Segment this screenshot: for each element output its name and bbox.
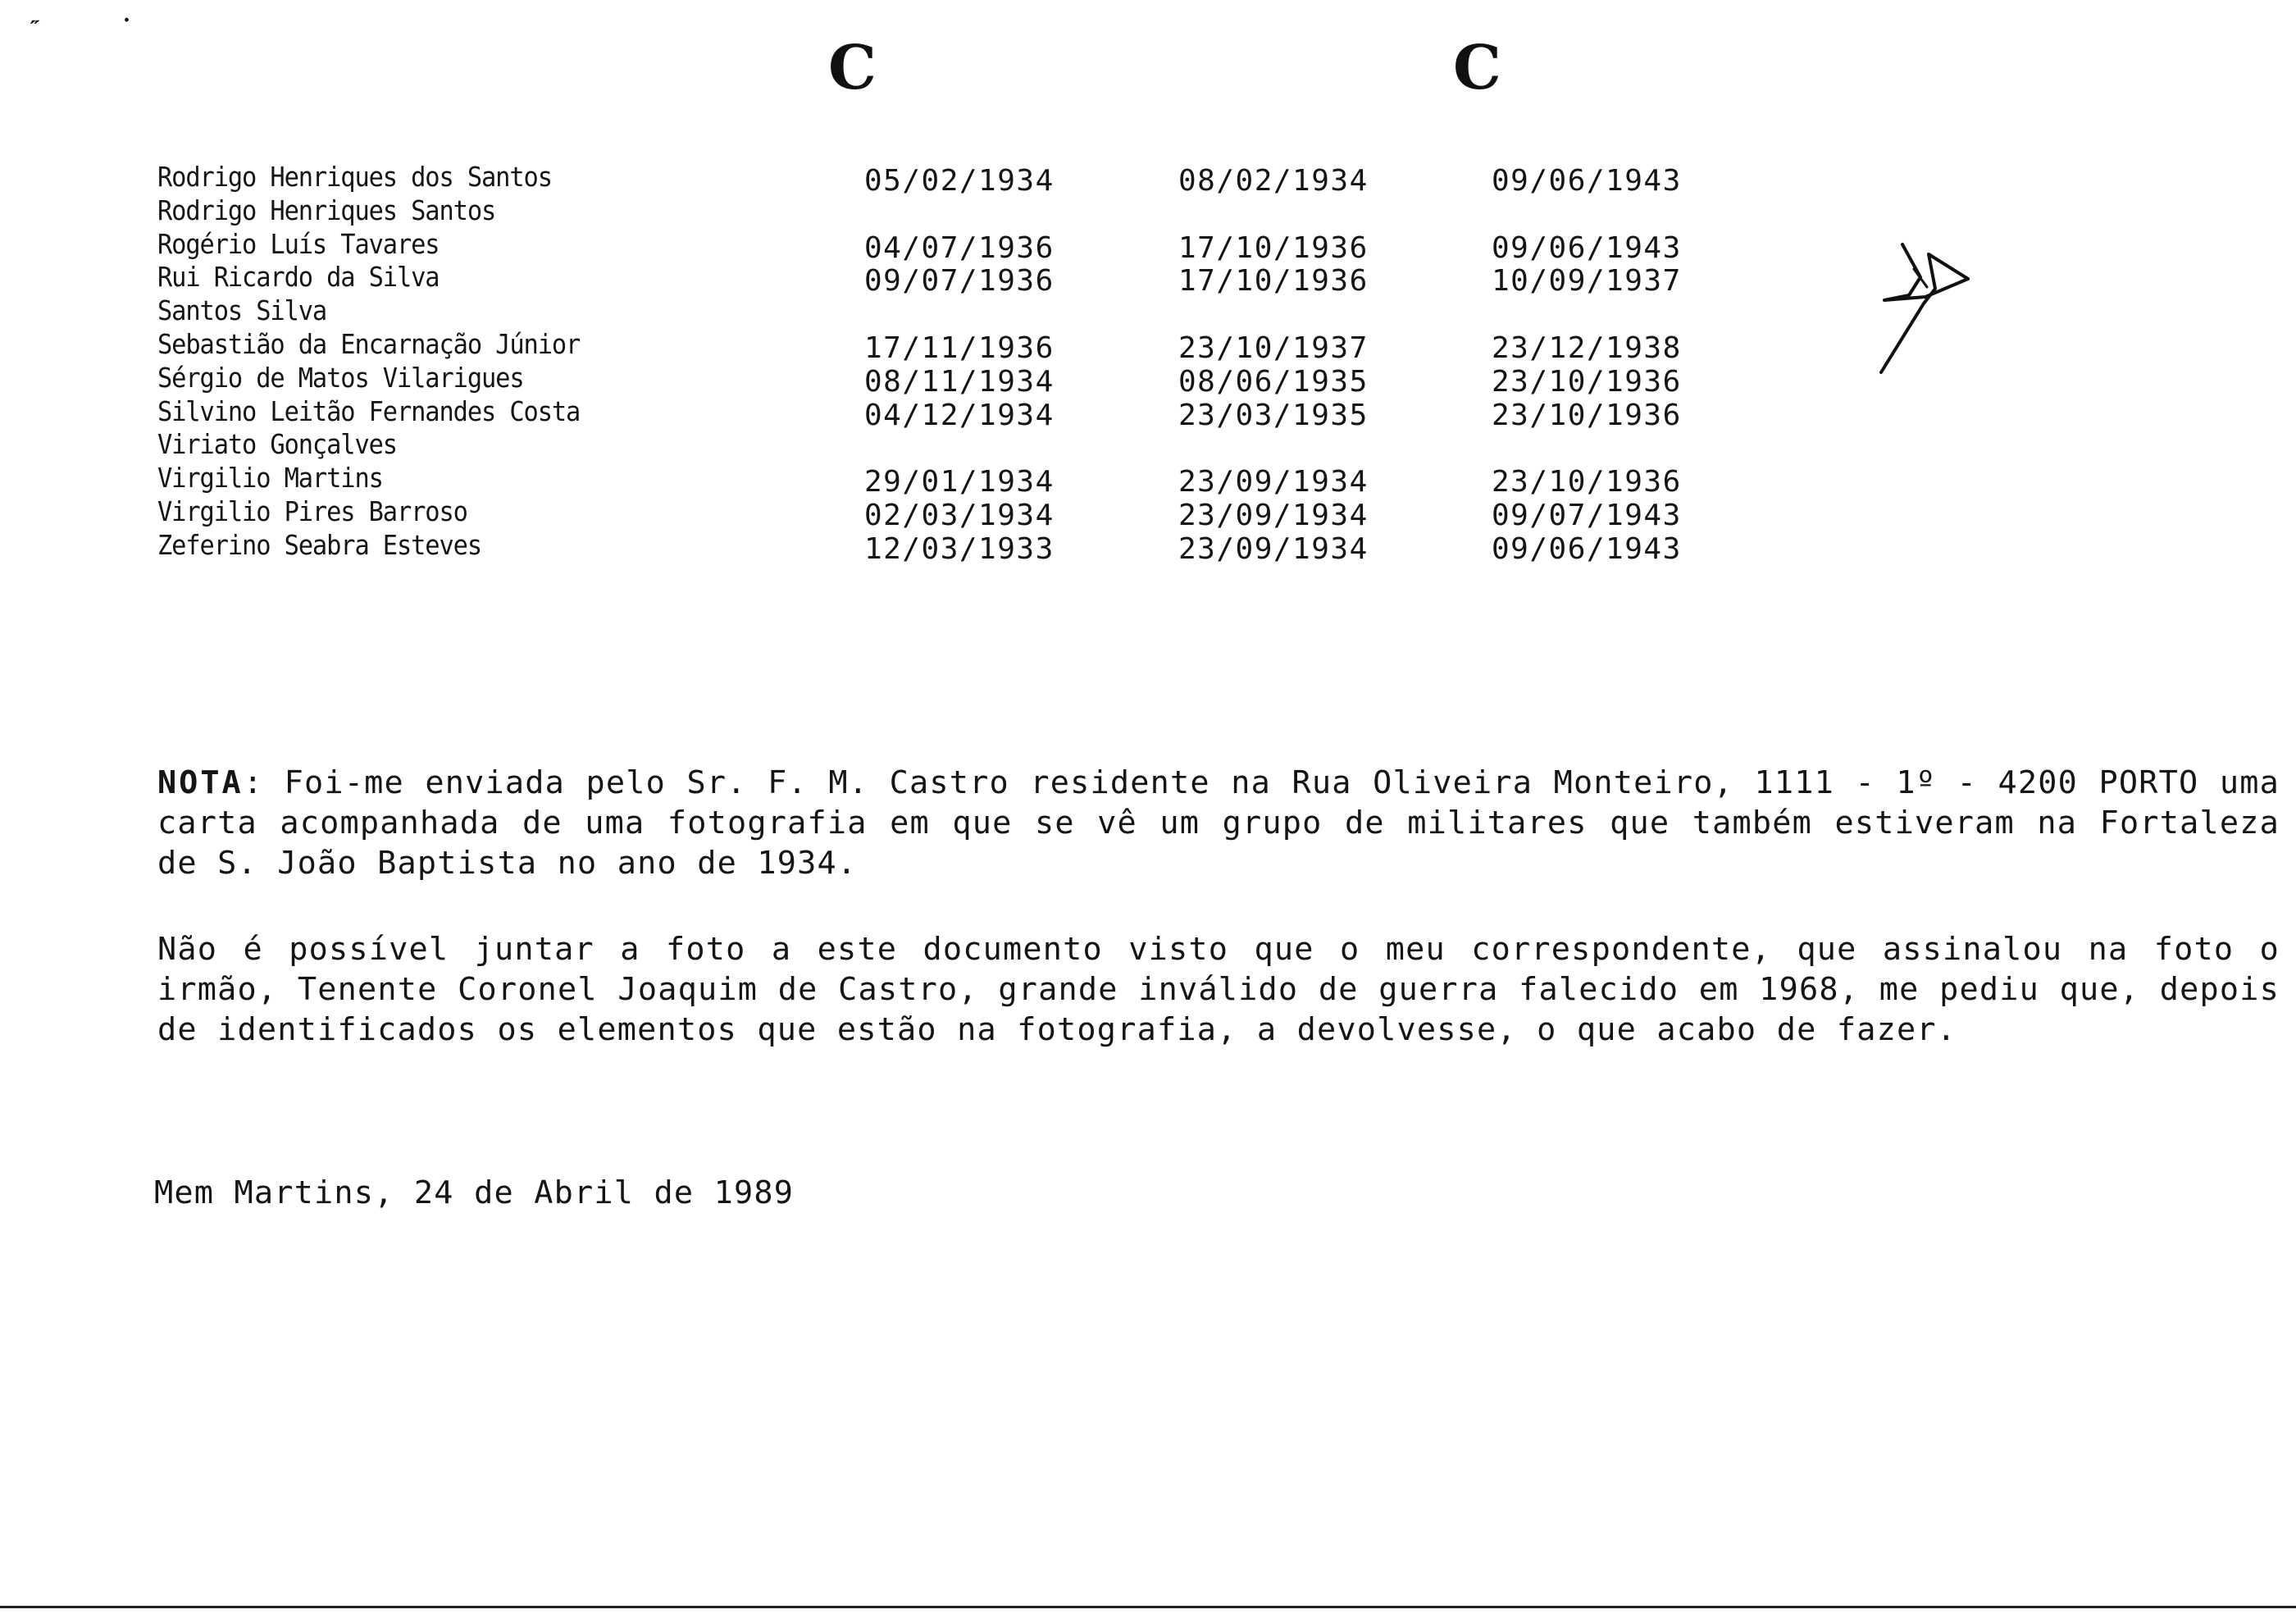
scan-speck: ˶ [31, 5, 39, 32]
table-row [157, 394, 1715, 432]
person-name: Silvino Leitão Fernandes Costa [157, 394, 581, 427]
table-row [157, 327, 1715, 365]
person-name: Sérgio de Matos Vilarigues [157, 361, 524, 394]
punch-mark-right: C [1453, 33, 1501, 103]
note-text: : Foi-me enviada pelo Sr. F. M. Castro residente na Rua Oliveira Monteiro, 1111 - 1º - 4200 PORTO uma carta acompanhada de uma fotografia em que se vê um grupo de militares que também estiveram na Fortaleza de S. João Baptista no ano de 1934. [157, 764, 2280, 882]
date-2: 08/06/1935 [1178, 364, 1369, 399]
table-row [157, 361, 1715, 399]
note-paragraph [157, 763, 2280, 883]
handwritten-initials [1878, 238, 1993, 377]
table-row [157, 495, 1715, 532]
table-row [157, 528, 1715, 566]
date-3: 09/06/1943 [1492, 164, 1682, 198]
date-1: 04/07/1936 [864, 230, 1055, 265]
scan-speck: · [123, 8, 131, 33]
date-3: 23/10/1936 [1492, 364, 1682, 399]
note-label: NOTA [157, 764, 244, 801]
table-row [157, 428, 1715, 462]
date-1: 12/03/1933 [864, 531, 1055, 566]
date-3: 23/10/1936 [1492, 398, 1682, 432]
date-1: 04/12/1934 [864, 398, 1055, 432]
person-name: Rui Ricardo da Silva [157, 261, 440, 294]
table-row [157, 161, 1715, 198]
date-2: 23/09/1934 [1178, 531, 1369, 566]
date-1: 17/11/1936 [864, 331, 1055, 365]
table-row [157, 227, 1715, 265]
person-name: Santos Silva [157, 294, 327, 327]
person-name: Sebastião da Encarnação Júnior [157, 327, 581, 360]
date-2: 23/03/1935 [1178, 398, 1369, 432]
person-name: Rogério Luís Tavares [157, 227, 440, 260]
date-2: 23/09/1934 [1178, 498, 1369, 532]
date-3: 23/10/1936 [1492, 465, 1682, 499]
date-2: 08/02/1934 [1178, 164, 1369, 198]
date-2: 17/10/1936 [1178, 264, 1369, 299]
person-name: Rodrigo Henriques Santos [157, 194, 496, 226]
date-3: 09/06/1943 [1492, 531, 1682, 566]
date-3: 09/07/1943 [1492, 498, 1682, 532]
date-1: 02/03/1934 [864, 498, 1055, 532]
date-3: 09/06/1943 [1492, 230, 1682, 265]
person-name: Virgilio Martins [157, 462, 383, 495]
table-row [157, 462, 1715, 499]
personnel-table [157, 161, 1715, 566]
place-and-date: Mem Martins, 24 de Abril de 1989 [154, 1174, 795, 1211]
date-2: 23/10/1937 [1178, 331, 1369, 365]
date-2: 23/09/1934 [1178, 465, 1369, 499]
person-name: Virgilio Pires Barroso [157, 495, 467, 527]
note-paragraph-2: Não é possível juntar a foto a este documento visto que o meu correspondente, que assinalou na foto o irmão, Tenente Coronel Joaquim de Castro, grande inválido de guerra falecido em 1968, me pediu que, depois de identificados os elementos que estão na fotografia, a devolvesse, o que acabo de fazer. [157, 931, 2280, 1048]
date-1: 05/02/1934 [864, 164, 1055, 198]
date-3: 10/09/1937 [1492, 264, 1682, 299]
date-1: 29/01/1934 [864, 465, 1055, 499]
date-2: 17/10/1936 [1178, 230, 1369, 265]
person-name: Viriato Gonçalves [157, 428, 397, 461]
table-row [157, 194, 1715, 228]
page-bottom-edge [0, 1606, 2296, 1608]
person-name: Rodrigo Henriques dos Santos [157, 161, 552, 193]
date-1: 08/11/1934 [864, 364, 1055, 399]
table-row [157, 261, 1715, 299]
person-name: Zeferino Seabra Esteves [157, 528, 482, 561]
date-3: 23/12/1938 [1492, 331, 1682, 365]
punch-mark-left: C [828, 33, 877, 103]
table-row [157, 294, 1715, 328]
date-1: 09/07/1936 [864, 264, 1055, 299]
